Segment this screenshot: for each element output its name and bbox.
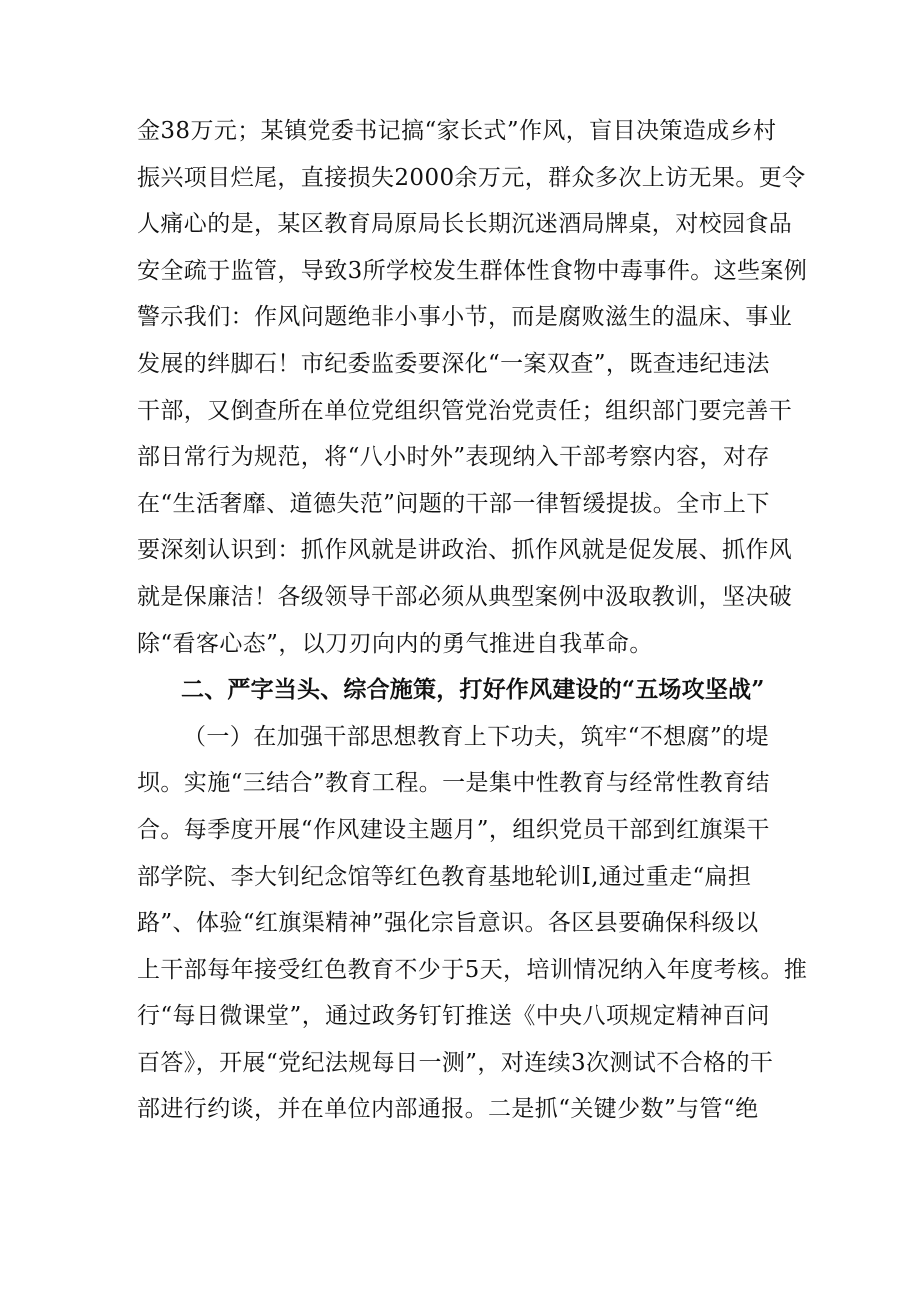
text-line: 干部，又倒查所在单位党组织管党治党责任；组织部门要完善干 (137, 397, 793, 424)
text-line: 路”、体验“红旗渠精神”强化宗旨意识。各区县要确保科级以 (137, 910, 759, 937)
text-line: 在“生活奢靡、道德失范”问题的干部一律暂缓提拔。全市上下 (137, 490, 770, 517)
text-line: 安全疏于监管，导致3所学校发生群体性食物中毒事件。这些案例 (137, 257, 808, 284)
document-body (137, 108, 808, 1133)
text-line: 人痛心的是，某区教育局原局长长期沉迷酒局牌桌，对校园食品 (137, 211, 793, 238)
text-line: 部进行约谈，并在单位内部通报。二是抓“关键少数”与管“绝 (137, 1096, 759, 1123)
text-line: 坝。实施“三结合”教育工程。一是集中性教育与经常性教育结 (137, 770, 770, 797)
section-heading: 二、严字当头、综合施策，打好作风建设的“五场攻坚战” (181, 676, 765, 704)
text-line: 警示我们：作风问题绝非小事小节，而是腐败滋生的温床、事业 (137, 304, 793, 331)
text-line: 行“每日微课堂”，通过政务钉钉推送《中央八项规定精神百问 (137, 1003, 770, 1030)
text-line: 合。每季度开展“作风建设主题月”，组织党员干部到红旗渠干 (137, 816, 770, 843)
text-line: 上干部每年接受红色教育不少于5天，培训情况纳入年度考核。推 (137, 956, 808, 983)
text-line: 发展的绊脚石！市纪委监委要深化“一案双查”，既查违纪违法 (137, 350, 770, 377)
text-line: 金38万元；某镇党委书记搞“家长式”作风，盲目决策造成乡村 (137, 118, 777, 144)
text-line: 要深刻认识到：抓作风就是讲政治、抓作风就是促发展、抓作风 (137, 537, 793, 564)
text-line: 部学院、李大钊纪念馆等红色教育基地轮训I,通过重走“扁担 (137, 863, 752, 890)
text-line: 百答》，开展“党纪法规每日一测”，对连续3次测试不合格的干 (137, 1049, 774, 1076)
text-line: 除“看客心态”，以刀刃向内的勇气推进自我革命。 (137, 630, 653, 657)
text-line: 部日常行为规范，将“八小时外”表现纳入干部考察内容，对存 (137, 444, 770, 471)
paragraph-first-line: （一）在加强干部思想教育上下功夫，筑牢“不想腐”的堤 (183, 723, 769, 750)
text-line: 就是保廉洁！各级领导干部必须从典型案例中汲取教训，坚决破 (137, 583, 793, 610)
text-line: 振兴项目烂尾，直接损失2000余万元，群众多次上访无果。更令 (137, 164, 806, 191)
